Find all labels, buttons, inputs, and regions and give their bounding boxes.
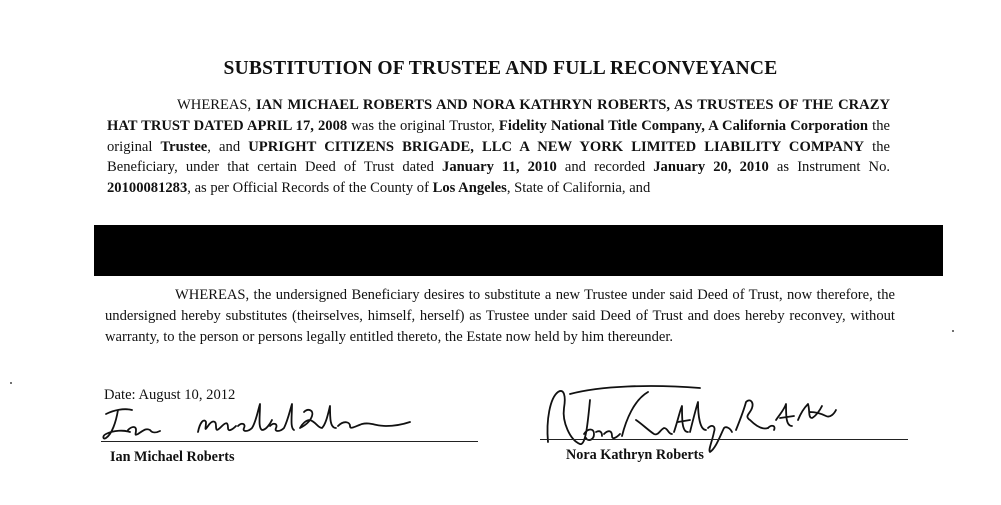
p1-text-5: the Beneficiary, under that certain Deed of Trust dated <box>107 138 891 176</box>
p2-text: WHEREAS, the undersigned Beneficiary desires to substitute a new Trustee under said Deed of Trust, now therefore, the undersigned hereby substitutes (theirselves, himself, herself) as Trustee under said Deed of Trust and does hereby reconvey, without warranty, to the person or persons legally entitled thereto, the Estate now held by him thereunder. <box>105 287 895 345</box>
paragraph-whereas-recitals <box>107 95 890 199</box>
signatory-name-left: Ian Michael Roberts <box>110 449 235 465</box>
p1-text-3: the original <box>107 117 890 155</box>
redaction-bar <box>94 225 943 276</box>
trustee-company: Fidelity National Title Company, A California Corporation <box>498 117 869 134</box>
signatory-name-right: Nora Kathryn Roberts <box>566 447 704 463</box>
recorded-date: January 20, 2010 <box>653 159 769 176</box>
county-name: Los Angeles <box>432 180 507 197</box>
beneficiary-name: UPRIGHT CITIZENS BRIGADE, LLC A NEW YORK LIMITED LIABILITY COMPANY <box>248 138 865 155</box>
p1-text-8: , as per Official Records of the County of <box>187 180 433 197</box>
p1-text-7: as Instrument No. <box>768 159 891 176</box>
p1-text-1: WHEREAS, <box>177 97 256 113</box>
p1-text-2: was the original Trustor, <box>347 117 499 134</box>
instrument-number: 20100081283 <box>107 180 188 197</box>
trustee-word: Trustee <box>160 138 208 155</box>
trustors-name: IAN MICHAEL ROBERTS AND NORA KATHRYN ROBERTS, AS TRUSTEES OF THE CRAZY HAT TRUST DATED APRIL 17, 2008 <box>107 97 890 134</box>
signature-line-left <box>101 441 478 442</box>
scan-speck <box>952 330 954 332</box>
p1-text-4: , and <box>207 138 249 155</box>
p1-text-9: , State of California, and <box>506 180 651 197</box>
scan-speck <box>10 382 12 384</box>
paragraph-whereas-substitution <box>105 285 895 347</box>
document-title: SUBSTITUTION OF TRUSTEE AND FULL RECONVEYANCE <box>223 58 778 79</box>
signature-date: Date: August 10, 2012 <box>104 387 236 403</box>
p1-text-6: and recorded <box>556 159 654 176</box>
signature-line-right <box>540 439 908 440</box>
deed-date: January 11, 2010 <box>442 159 557 176</box>
